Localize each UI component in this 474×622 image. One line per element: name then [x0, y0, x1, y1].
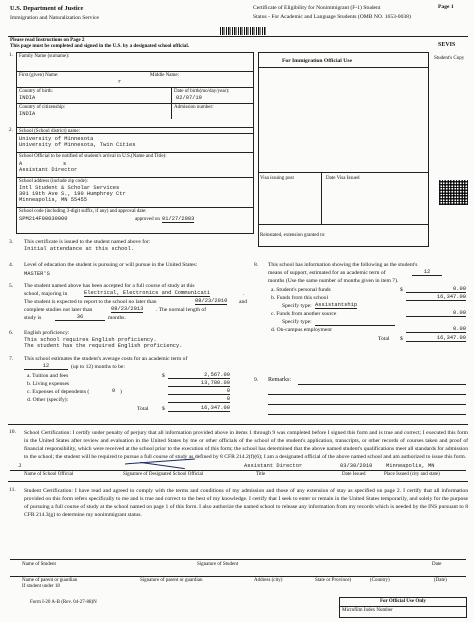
item-number: 5. — [9, 283, 14, 289]
school-name-label: School (School district) name: — [19, 129, 80, 134]
school-certification-text: School Certification: I certify under penalty of perjury that all information provided above in items 1 through 9 was completed before I signed this form and is true and correct; I executed this form in the United States after review and evaluation in the United States by me or other officials of the school of the student's application, transcripts, or other records of courses taken and proof of financial responsibility, which were received at the school prior to the execution of this form; the school has determined that the above named student's qualifications meet all standards for admission to the school; the student will be required to pursue a full course of study as defined by 8 CFR 214.2(f)(6); I am a designated official of the above named school and am authorized to issue this form. — [24, 430, 468, 461]
dependents-label: c. Expenses of dependents ( — [27, 389, 90, 395]
school-official-name: s — [63, 161, 67, 167]
approved-on-value: 01/27/2003 — [162, 216, 195, 222]
birth-country-value: INDIA — [19, 95, 36, 101]
other-costs-label: d. Other (specify): — [27, 397, 69, 403]
caption: (Country) — [370, 578, 390, 583]
caption: Date Issued — [342, 472, 366, 477]
divider — [16, 71, 254, 72]
cost-total-label: Total — [137, 406, 149, 412]
item4-text: Level of education the student is pursuing or will pursue in the United States: — [24, 262, 198, 268]
study-length-value: 36 — [55, 314, 105, 321]
instructions-line: This page must be completed and signed in the U.S. by a designated school official. — [10, 43, 190, 49]
english-proficiency-value: This school requires English proficiency. — [24, 337, 157, 343]
item7-line: This school estimates the student's average costs for an academic term of — [24, 356, 188, 362]
item-number: 9. — [254, 377, 259, 383]
english-proficiency-value: The student has the required English proficiency. — [24, 343, 183, 349]
barcode-image — [220, 27, 266, 35]
employment-value: 0.00 — [406, 326, 466, 333]
other-costs-value: 0 — [168, 396, 230, 403]
major-value: Electrical, Electronics and Communicati — [84, 290, 211, 296]
official-signature — [140, 462, 185, 469]
item5-line: study is — [24, 315, 42, 321]
middle-name-label: Middle Name: — [150, 73, 180, 78]
item3-value: Initial attendance at this school. — [24, 246, 134, 252]
divider — [339, 606, 467, 607]
item-number: 11. — [9, 487, 16, 493]
specify-type-label: Specify type: — [282, 319, 312, 325]
living-expenses-value: 13,780.00 — [168, 380, 230, 387]
middle-name-value: r — [118, 79, 122, 85]
form-number: Form I-20 A-B (Rev. 04-27-88)N — [30, 600, 97, 605]
item-number: 2. — [9, 128, 13, 133]
visa-post-label: Visa issuing post — [260, 176, 294, 181]
issue-place-value: Minneapolis, MN — [386, 463, 435, 469]
microfilm-label: Microfilm Index Number — [342, 608, 393, 613]
school-name-value: University of Minnesota — [19, 136, 94, 142]
caption: Address (city) — [254, 578, 283, 583]
school-code-label: School code (including 3-digit suffix, if any) and approval date: — [19, 209, 147, 214]
personal-funds-label: a. Student's personal funds — [271, 287, 331, 293]
visa-date-label: Date Visa Issued — [326, 176, 360, 181]
divider — [258, 67, 429, 68]
student-certification-text: Student Certification: I have read and agreed to comply with the terms and conditions of my admission and those of any extension of stay as specified on page 2. I certify that all information provided on this form refers specifically to me and is true and correct to the best of my knowledge. I certify that I seek to enter or remain in the United States temporarily, and solely for the purpose of pursuing a full course of study at the school named on page 1 of this form. I also authorize the named school to release any information from my records which is needed by the INS pursuant to 8 CFR 214.3(g) to determine my nonimmigrant status. — [24, 488, 468, 519]
students-copy-label: Student's Copy — [434, 56, 465, 61]
immigration-official-box — [258, 52, 429, 247]
issue-date-value: 03/30/2010 — [340, 463, 373, 469]
item-number: 10. — [9, 429, 16, 435]
support-total-label: Total — [378, 336, 390, 342]
school-address-line: Intl Student & Scholar Services — [19, 185, 120, 191]
item5-line: The student named above has been accepted for a full course of study at this — [24, 283, 195, 289]
agency-title: U.S. Department of Justice — [10, 5, 84, 12]
birth-country-label: Country of birth: — [19, 89, 53, 94]
divider — [16, 207, 254, 208]
remarks-line — [268, 414, 466, 415]
official-name-value: J — [18, 463, 22, 469]
school-campus-value: University of Minnesota, Twin Cities — [19, 142, 136, 148]
item-number: 8. — [254, 262, 259, 268]
dollar-sign: $ — [400, 336, 403, 342]
item5-line: months. — [108, 315, 126, 321]
school-funds-type: Assistantship — [315, 302, 358, 308]
caption: (Date) — [434, 578, 447, 583]
item-number: 4. — [9, 262, 14, 268]
item3-text: This certificate is issued to the student named above for: — [24, 239, 151, 245]
personal-funds-value: 0.00 — [406, 286, 466, 293]
dependents-value: 0 — [168, 388, 230, 395]
item-number: 6. — [9, 330, 14, 336]
cost-total-value: 16,347.00 — [168, 405, 230, 412]
report-date-value: 08/23/2010 — [195, 298, 228, 304]
item5-punct: . — [243, 291, 245, 297]
instructions-line: Please read Instructions on Page 2 — [10, 37, 85, 43]
dollar-sign: $ — [162, 373, 165, 379]
caption: Name of Student — [22, 562, 56, 567]
divider — [16, 103, 254, 104]
divider — [258, 224, 429, 225]
caption: Title — [256, 472, 266, 477]
caption: Signature of Designated School Official — [123, 472, 204, 477]
remarks-line — [268, 394, 466, 395]
other-funds-label: c. Funds from another source — [271, 311, 337, 317]
service-name: Immigration and Naturalization Service — [10, 15, 100, 21]
cost-months-value: 12 — [24, 363, 68, 370]
other-funds-value: 0.00 — [406, 310, 466, 317]
school-funds-label: b. Funds from this school — [271, 295, 329, 301]
first-name-label: First (given) Name: — [19, 73, 59, 78]
page-number: Page 1 — [438, 4, 454, 10]
item5-and: and — [239, 299, 248, 305]
caption: Name of School Official — [24, 472, 74, 477]
living-expenses-label: b. Living expenses — [27, 381, 70, 387]
school-code-value: SPM214F00039000 — [19, 216, 68, 222]
employment-label: d. On-campus employment — [271, 327, 332, 333]
completion-date-value: 08/23/2013 — [111, 306, 144, 312]
school-address-line: 301 19th Ave S., 190 Humphrey Ctr — [19, 191, 126, 197]
item8-line: means of support, estimated for an academic term of — [268, 270, 386, 276]
official-title-value: Assistant Director — [244, 463, 303, 469]
item4-value: MASTER'S — [24, 271, 50, 277]
tuition-value: 2,567.00 — [168, 372, 230, 379]
reinstated-label: Reinstated, extension granted to: — [260, 233, 326, 238]
english-proficiency-label: English proficiency: — [24, 330, 70, 336]
caption: Name of parent or guardian — [22, 578, 78, 583]
divider — [321, 172, 322, 224]
signature-line — [10, 576, 466, 577]
item5-line: The student is expected to report to the school no later than — [24, 299, 157, 305]
remarks-line — [298, 384, 466, 385]
dob-value: 02/07/19 — [176, 95, 202, 101]
item7-line: (up to 12) months to be: — [71, 364, 125, 370]
support-months-value: 12 — [412, 269, 442, 276]
section-divider — [8, 481, 468, 482]
support-total-value: 16,347.00 — [406, 335, 466, 342]
approved-on-label: approved on — [135, 217, 160, 222]
caption: If student under 18 — [22, 584, 60, 589]
item8-line: This school has information showing the following as the student's — [268, 262, 418, 268]
item5-line: complete studies not later than — [24, 307, 93, 313]
immigration-official-title: For Immigration Official Use — [282, 58, 352, 64]
tuition-label: a. Tuition and fees — [27, 373, 69, 379]
divider — [16, 177, 254, 178]
school-official-initial: A — [19, 161, 23, 167]
family-name-label: Family Name (surname): — [19, 54, 70, 59]
dollar-sign: $ — [162, 406, 165, 412]
caption: Place Issued (city and state) — [384, 472, 440, 477]
school-address-line: Minneapolis, MN 55455 — [19, 197, 87, 203]
dob-label: Date of birth(mo/day/year): — [174, 89, 230, 94]
item8-line: months (Use the same number of months given in item 7). — [268, 278, 399, 284]
official-use-label: For Official Use Only — [380, 599, 426, 604]
signature-line — [10, 559, 466, 560]
item5-line: . The normal length of — [156, 307, 207, 313]
school-official-title: Assistant Director — [19, 167, 78, 173]
dependents-count: 0 — [112, 388, 116, 394]
blank-line — [315, 325, 395, 326]
item-number: 7. — [9, 356, 14, 362]
caption: Date — [432, 562, 442, 567]
item-number: 3. — [9, 239, 14, 245]
section-divider — [8, 424, 468, 425]
remarks-label: Remarks: — [268, 377, 291, 383]
signature-line — [10, 470, 466, 471]
divider — [16, 87, 254, 88]
citizenship-value: INDIA — [19, 111, 36, 117]
certificate-title: Certificate of Eligibility for Nonimmigrant (F-1) Student — [253, 5, 381, 11]
sevis-label: SEVIS — [438, 42, 456, 48]
school-address-label: School address (include zip code): — [19, 179, 88, 184]
remarks-line — [268, 404, 466, 405]
caption: State or Province) — [315, 578, 352, 583]
divider — [258, 172, 429, 173]
certificate-status: Status - For Academic and Language Students (OMB NO. 1653-0038) — [253, 14, 411, 20]
qr-code-image — [439, 180, 468, 205]
caption: Signature of parent or guardian — [140, 578, 203, 583]
divider — [16, 152, 254, 153]
item-number: 1. — [9, 53, 13, 58]
school-official-label: School Official to be notified of student's arrival in U.S.(Name and Title): — [19, 154, 167, 159]
school-funds-value: 16,347.00 — [406, 294, 466, 301]
dependents-close: ) — [120, 389, 122, 395]
item5-line: school, majoring in — [24, 291, 68, 297]
dollar-sign: $ — [400, 287, 403, 293]
caption: Signature of Student — [197, 562, 239, 567]
citizenship-label: Country of citizenship: — [19, 105, 66, 110]
admission-number-label: Admission number: — [174, 105, 214, 110]
specify-type-label: Specify type: — [282, 303, 312, 309]
